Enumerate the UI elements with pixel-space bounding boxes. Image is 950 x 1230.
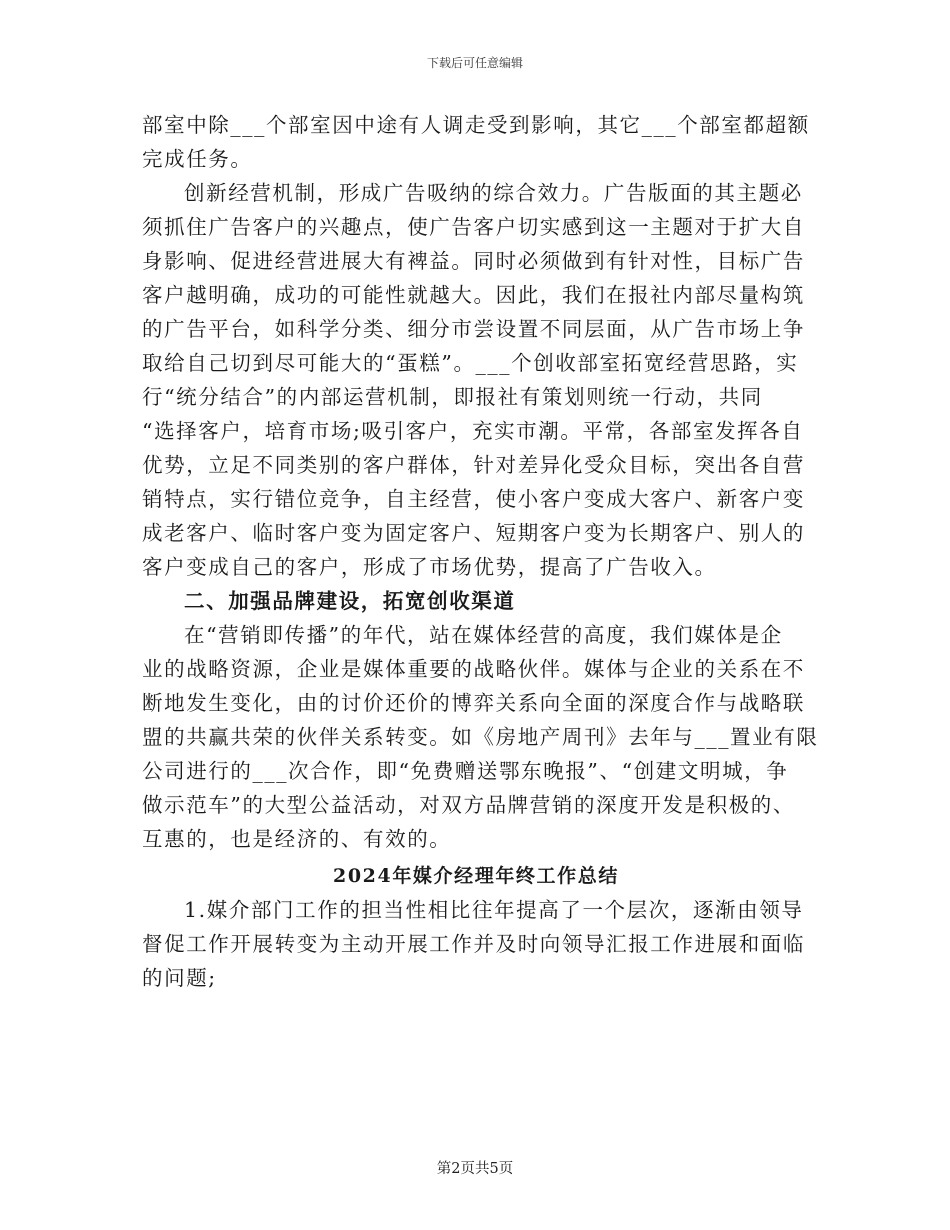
text-line: 行“统分结合”的内部运营机制，即报社有策划则统一行动，共同 bbox=[142, 385, 763, 409]
text-line: 做示范车”的大型公益活动，对双方品牌营销的深度开发是积极的、 bbox=[142, 793, 795, 817]
page-header-note: 下载后可任意编辑 bbox=[426, 56, 523, 70]
page-number: 第2页共5页 bbox=[436, 1161, 514, 1177]
text-line: 优势，立足不同类别的客户群体，针对差异化受众目标，突出各自营 bbox=[142, 453, 805, 477]
text-line: 成老客户、临时客户变为固定客户、短期客户变为长期客户、别人的 bbox=[142, 521, 805, 545]
text-line: 取给自己切到尽可能大的“蛋糕”。___个创收部室拓宽经营思路，实 bbox=[142, 351, 799, 375]
text-line: 断地发生变化，由的讨价还价的博弈关系向全面的深度合作与战略联 bbox=[142, 691, 805, 715]
text-line: 的问题; bbox=[142, 966, 217, 990]
text-line: 须抓住广告客户的兴趣点，使广告客户切实感到这一主题对于扩大自 bbox=[142, 215, 805, 239]
document-body bbox=[142, 108, 819, 995]
paragraph bbox=[142, 618, 819, 856]
section-heading: 二、加强品牌建设，拓宽创收渠道 bbox=[184, 589, 516, 613]
text-line: 创新经营机制，形成广告吸纳的综合效力。广告版面的其主题必 bbox=[184, 181, 803, 205]
text-line: 客户越明确，成功的可能性就越大。因此，我们在报社内部尽量构筑 bbox=[142, 283, 805, 307]
document-title: 2024年媒介经理年终工作总结 bbox=[333, 865, 619, 887]
paragraph bbox=[142, 108, 810, 176]
text-line: 身影响、促进经营进展大有裨益。同时必须做到有针对性，目标广告 bbox=[142, 249, 805, 273]
text-line: “选择客户，培育市场;吸引客户，充实市潮。平常，各部室发挥各自 bbox=[142, 419, 804, 443]
text-line: 1.媒介部门工作的担当性相比往年提高了一个层次，逐渐由领导 bbox=[184, 898, 804, 922]
text-line: 公司进行的___次合作，即“免费赠送鄂东晚报”、“创建文明城，争 bbox=[142, 759, 789, 783]
paragraph bbox=[142, 176, 810, 584]
text-line: 完成任务。 bbox=[142, 147, 253, 171]
paragraph bbox=[142, 893, 810, 995]
text-line: 部室中除___个部室因中途有人调走受到影响，其它___个部室都超额 bbox=[142, 113, 810, 137]
text-line: 的广告平台，如科学分类、细分市尝设置不同层面，从广告市场上争 bbox=[142, 317, 805, 341]
text-line: 盟的共赢共荣的伙伴关系转变。如《房地产周刊》去年与___置业有限 bbox=[142, 725, 819, 749]
text-line: 互惠的，也是经济的、有效的。 bbox=[142, 827, 452, 851]
text-line: 业的战略资源，企业是媒体重要的战略伙伴。媒体与企业的关系在不 bbox=[142, 657, 805, 681]
text-line: 客户变成自己的客户，形成了市场优势，提高了广告收入。 bbox=[142, 555, 717, 579]
text-line: 督促工作开展转变为主动开展工作并及时向领导汇报工作进展和面临 bbox=[142, 932, 805, 956]
text-line: 销特点，实行错位竞争，自主经营，使小客户变成大客户、新客户变 bbox=[142, 487, 805, 511]
text-line: 在“营销即传播”的年代，站在媒体经营的高度，我们媒体是企 bbox=[184, 623, 783, 647]
